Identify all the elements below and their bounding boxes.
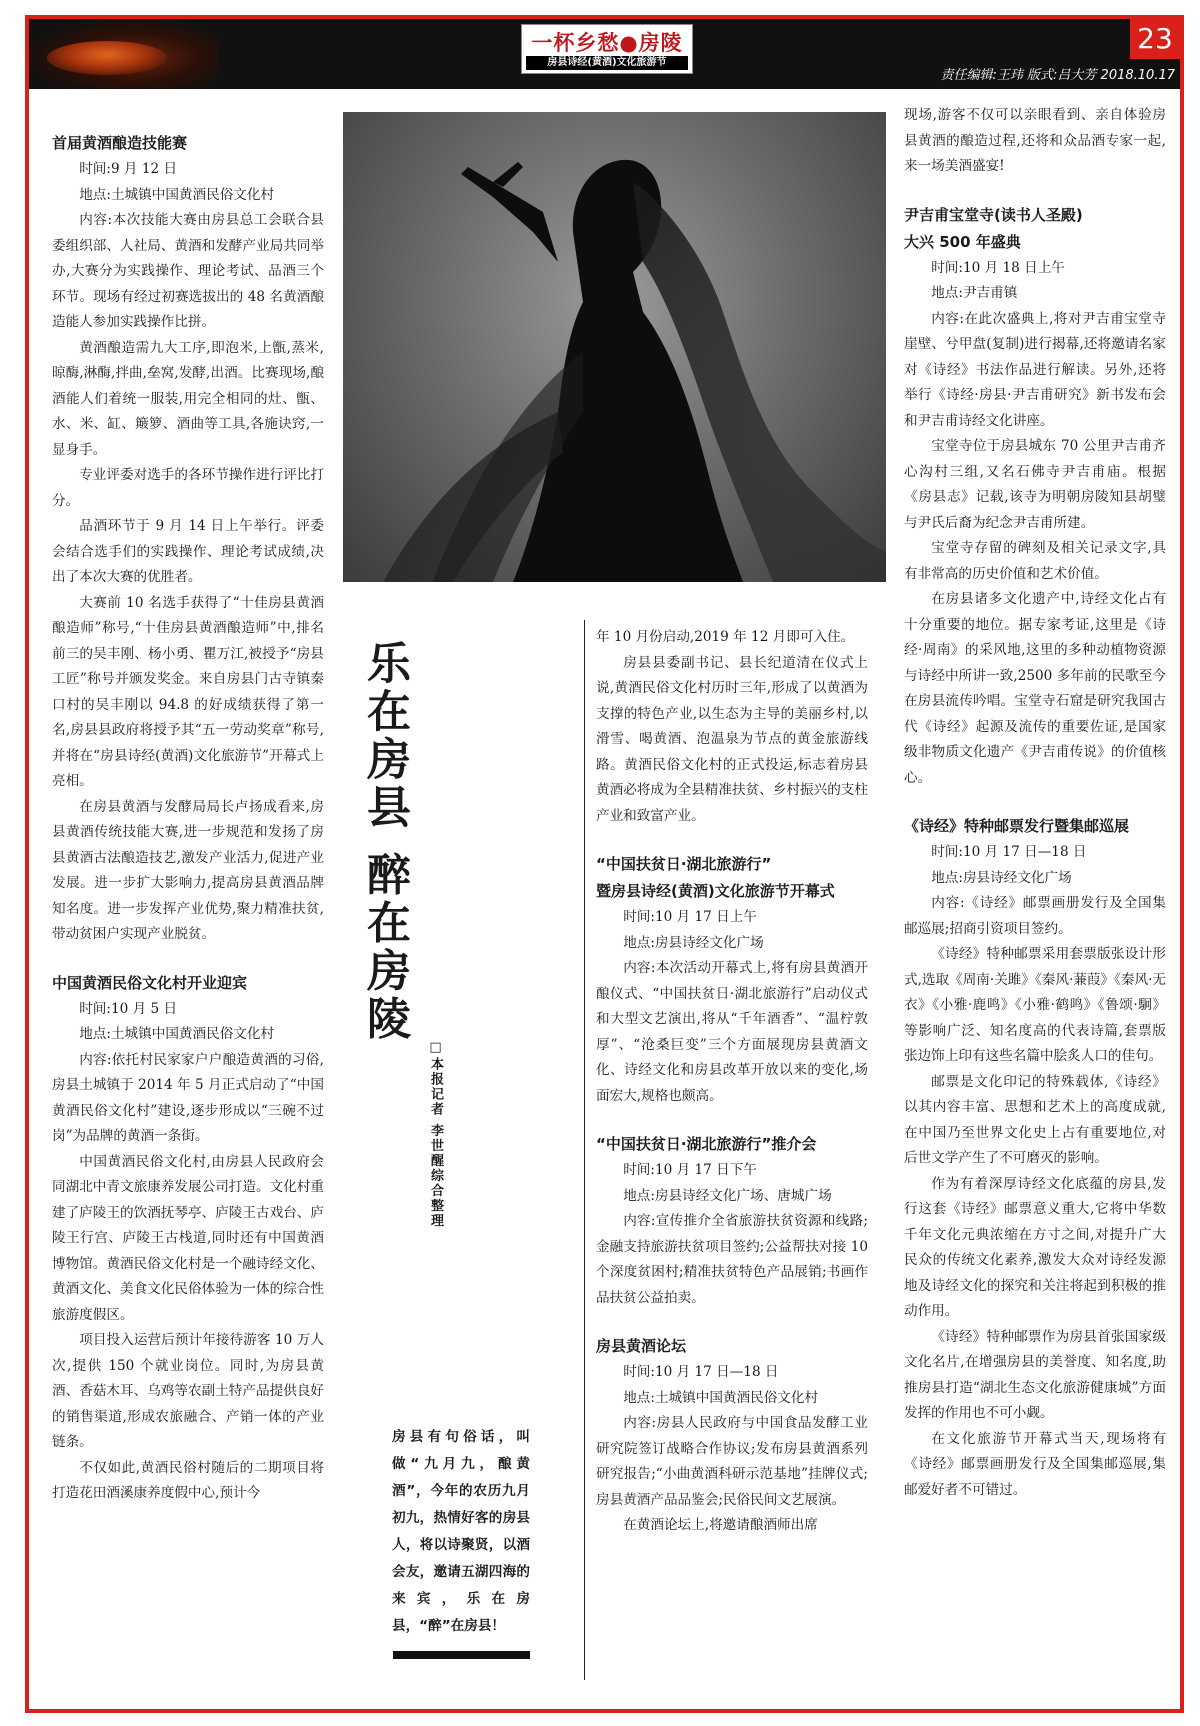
paragraph: 黄酒酿造需九大工序,即泡米,上甑,蒸米,晾酶,淋酶,拌曲,垒窝,发酵,出酒。比赛现场,酿酒能人们着统一服装,用完全相同的灶、甑、水、米、缸、簸箩、酒曲等工具,各施诀窍,一显身手。 xyxy=(52,339,324,458)
section-title: “中国扶贫日·湖北旅游行”推介会 xyxy=(596,1135,817,1153)
event-time: 时间:10 月 17 日下午 xyxy=(623,1162,757,1178)
paragraph: 内容:《诗经》邮票画册发行及全国集邮巡展;招商引资项目签约。 xyxy=(904,895,1166,937)
paragraph: 《诗经》特种邮票采用套票版张设计形式,选取《周南·关雎》《秦风·蒹葭》《秦风·无衣》《小雅·鹿鸣》《小雅·鹤鸣》《鲁颂·駉》等影响广泛、知名度高的代表诗篇,套票版张边饰上印有这些名篇中脍炙人口的佳句。 xyxy=(904,946,1166,1064)
paragraph: 在文化旅游节开幕式当天,现场将有《诗经》邮票画册发行及全国集邮巡展,集邮爱好者不可错过。 xyxy=(904,1430,1166,1498)
paragraph: 《诗经》特种邮票作为房县首张国家级文化名片,在增强房县的美誉度、知名度,助推房县打造“湖北生态文化旅游健康城”方面发挥的作用也不可小觑。 xyxy=(904,1328,1166,1421)
paragraph: 内容:依托村民家家户户酿造黄酒的习俗,房县土城镇于 2014 年 5 月正式启动了“中国黄酒民俗文化村”建设,逐步形成以“三碗不过岗”为品牌的黄酒一条街。 xyxy=(52,1051,324,1144)
masthead-subtitle: 房县诗经(黄酒)文化旅游节 xyxy=(526,56,688,70)
paragraph: 在房县黄酒与发酵局局长卢扬成看来,房县黄酒传统技能大赛,进一步规范和发扬了房县黄酒古法酿造技艺,激发产业活力,促进产业发展。进一步扩大影响力,提高房县黄酒品牌知名度。进一步发挥产业优势,聚力精准扶贫,带动贫困户实现产业脱贫。 xyxy=(52,798,324,942)
masthead-brand: 一杯乡愁●房陵 xyxy=(531,31,683,55)
section-title: 中国黄酒民俗文化村开业迎宾 xyxy=(52,973,248,992)
section-title: 尹吉甫宝堂寺(读书人圣殿) xyxy=(904,205,1083,224)
section-title: 《诗经》特种邮票发行暨集邮巡展 xyxy=(904,817,1130,835)
paragraph: 专业评委对选手的各环节操作进行评比打分。 xyxy=(52,467,324,509)
event-place: 地点:房县诗经文化广场 xyxy=(623,934,764,951)
paragraph: 内容:宣传推介全省旅游扶贫资源和线路;金融支持旅游扶贫项目签约;公益帮扶对接 10 个深度贫困村;精准扶贫特色产品展销;书画作品扶贫公益拍卖。 xyxy=(596,1213,868,1306)
paragraph: 宝堂寺存留的碑刻及相关记录文字,具有非常高的历史价值和艺术价值。 xyxy=(904,540,1166,582)
event-place: 地点:土城镇中国黄酒民俗文化村 xyxy=(623,1389,819,1406)
wine-bowl-image xyxy=(47,41,167,75)
event-time: 时间:10 月 17 日—18 日 xyxy=(931,844,1087,860)
paragraph: 中国黄酒民俗文化村,由房县人民政府会同湖北中青文旅康养发展公司打造。文化村重建了庐陵王的饮酒抚琴亭、庐陵王古戏台、庐陵王行宫、庐陵王古栈道,同时还有中国黄酒博物馆。黄酒民俗文化村是一个融诗经文化、黄酒文化、美食文化民俗体验为一体的综合性旅游度假区。 xyxy=(52,1153,324,1323)
masthead xyxy=(521,24,693,74)
event-place: 地点:房县诗经文化广场 xyxy=(931,869,1072,886)
event-time: 时间:10 月 17 日—18 日 xyxy=(623,1364,779,1380)
section-title: 暨房县诗经(黄酒)文化旅游节开幕式 xyxy=(596,882,835,900)
section-title: 首届黄酒酿造技能赛 xyxy=(52,134,188,152)
section-title: 房县黄酒论坛 xyxy=(596,1337,687,1355)
column-4 xyxy=(904,103,1166,1503)
paragraph: 宝堂寺位于房县城东 70 公里尹吉甫齐心沟村三组,又名石佛寺尹吉甫庙。根据《房县志》记载,该寺为明朝房陵知县胡璧与尹氏后裔为纪念尹吉甫所建。 xyxy=(904,438,1166,531)
dancer-silhouette-photo xyxy=(343,112,886,582)
column-1 xyxy=(52,130,324,1507)
paragraph: 年 10 月份启动,2019 年 12 月即可入住。 xyxy=(596,629,855,645)
paragraph: 内容:房县人民政府与中国食品发酵工业研究院签订战略合作协议;发布房县黄酒系列研究报告;“小曲黄酒科研示范基地”挂牌仪式;房县黄酒产品品鉴会;民俗民间文艺展演。 xyxy=(596,1415,868,1508)
section-title: “中国扶贫日·湖北旅游行” xyxy=(596,855,772,873)
column-3 xyxy=(596,625,868,1539)
editor-meta: 责任编辑:王玮 版式:吕大芳 2018.10.17 xyxy=(940,68,1175,83)
paragraph: 品酒环节于 9 月 14 日上午举行。评委会结合选手们的实践操作、理论考试成绩,决出了本次大赛的优胜者。 xyxy=(52,518,324,585)
paragraph: 邮票是文化印记的特殊载体,《诗经》以其内容丰富、思想和艺术上的高度成就,在中国乃至世界文化史上占有重要地位,对后世文学产生了不可磨灭的影响。 xyxy=(904,1073,1166,1166)
event-time: 时间:9 月 12 日 xyxy=(79,161,178,177)
silhouette-graphic xyxy=(343,112,886,582)
byline: □本报记者 李世醒综合整理 xyxy=(428,1040,443,1229)
event-time: 时间:10 月 18 日上午 xyxy=(931,259,1065,276)
event-place: 地点:尹吉甫镇 xyxy=(931,285,1018,301)
paragraph: 在黄酒论坛上,将邀请酿酒师出席 xyxy=(623,1517,818,1533)
page-number: 23 xyxy=(1130,19,1180,59)
paragraph: 项目投入运营后预计年接待游客 10 万人次,提供 150 个就业岗位。同时,为房县黄酒、香菇木耳、乌鸡等农副土特产品提供良好的销售渠道,形成农旅融合、产销一体的产业链条。 xyxy=(52,1332,324,1450)
pullquote-bar xyxy=(393,1651,530,1659)
paragraph: 内容:本次技能大赛由房县总工会联合县委组织部、人社局、黄酒和发酵产业局共同举办,大赛分为实践操作、理论考试、品酒三个环节。现场有经过初赛选拔出的 48 名黄酒酿造能人参加实践操作比拼。 xyxy=(52,212,324,330)
pullquote: 房县有句俗话，叫做“九月九，酿黄酒”，今年的农历九月初九，热情好客的房县人，将以诗聚贤，以酒会友，邀请五湖四海的来宾，乐在房县，“醉”在房县！ xyxy=(392,1429,530,1634)
paragraph: 在房县诸多文化遗产中,诗经文化占有十分重要的地位。据专家考证,这里是《诗经·周南》的采风地,这里的多种动植物资源与诗经中所讲一致,2500 多年前的民歌至今在房县流传吟唱。宝堂寺石窟是研究我国古代《诗经》起源及流传的重要佐证,是国家级非物质文化遗产《尹吉甫传说》的价值核心。 xyxy=(904,591,1166,786)
headline: 乐在房县 醉在房陵 xyxy=(359,640,410,1044)
paragraph: 内容:本次活动开幕式上,将有房县黄酒开酿仪式、“中国扶贫日·湖北旅游行”启动仪式和大型文艺演出,将从“千年酒香”、“温柠敦厚”、“沧桑巨变”三个方面展现房县黄酒文化、诗经文化和房县改革开放以来的变化,场面宏大,规格也颇高。 xyxy=(596,960,868,1104)
event-place: 地点:土城镇中国黄酒民俗文化村 xyxy=(79,1026,275,1042)
paragraph: 不仅如此,黄酒民俗村随后的二期项目将打造花田酒溪康养度假中心,预计今 xyxy=(52,1459,324,1501)
paragraph: 房县县委副书记、县长纪道清在仪式上说,黄酒民俗文化村历时三年,形成了以黄酒为支撑的特色产业,以生态为主导的美丽乡村,以滑雪、喝黄酒、泡温泉为节点的黄金旅游线路。黄酒民俗文化村的正式投运,标志着房县黄酒必将成为全县精准扶贫、乡村振兴的支柱产业和致富产业。 xyxy=(596,654,868,824)
column-rule xyxy=(584,620,585,1680)
event-place: 地点:土城镇中国黄酒民俗文化村 xyxy=(79,186,275,203)
event-time: 时间:10 月 17 日上午 xyxy=(623,909,757,925)
paragraph: 大赛前 10 名选手获得了“十佳房县黄酒酿造师”称号,“十佳房县黄酒酿造师”中,排名前三的吴丰刚、杨小勇、瞿万江,被授予“房县工匠”称号并颁发奖金。来自房县门古寺镇秦口村的吴丰刚以 94.8 的好成绩获得了第一名,房县县政府将授予其“五一劳动奖章”称号,并将在“房县诗经(黄酒)文化旅游节”开幕式上亮相。 xyxy=(52,594,324,789)
event-place: 地点:房县诗经文化广场、唐城广场 xyxy=(623,1187,832,1204)
event-time: 时间:10 月 5 日 xyxy=(79,1000,178,1017)
paragraph: 作为有着深厚诗经文化底蕴的房县,发行这套《诗经》邮票意义重大,它将中华数千年文化元典浓缩在方寸之间,对提升广大民众的传统文化素养,激发大众对诗经发源地及诗经文化的探究和关注将起到积极的推动作用。 xyxy=(904,1175,1166,1319)
paragraph: 内容:在此次盛典上,将对尹吉甫宝堂寺崖壁、兮甲盘(复制)进行揭幕,还将邀请名家对《诗经》书法作品进行解读。另外,还将举行《诗经·房县·尹吉甫研究》新书发布会和尹吉甫诗经文化讲座。 xyxy=(904,310,1166,429)
section-title: 大兴 500 年盛典 xyxy=(904,232,1021,251)
paragraph: 现场,游客不仅可以亲眼看到、亲自体验房县黄酒的酿造过程,还将和众品酒专家一起,来一场美酒盛宴! xyxy=(904,107,1166,174)
